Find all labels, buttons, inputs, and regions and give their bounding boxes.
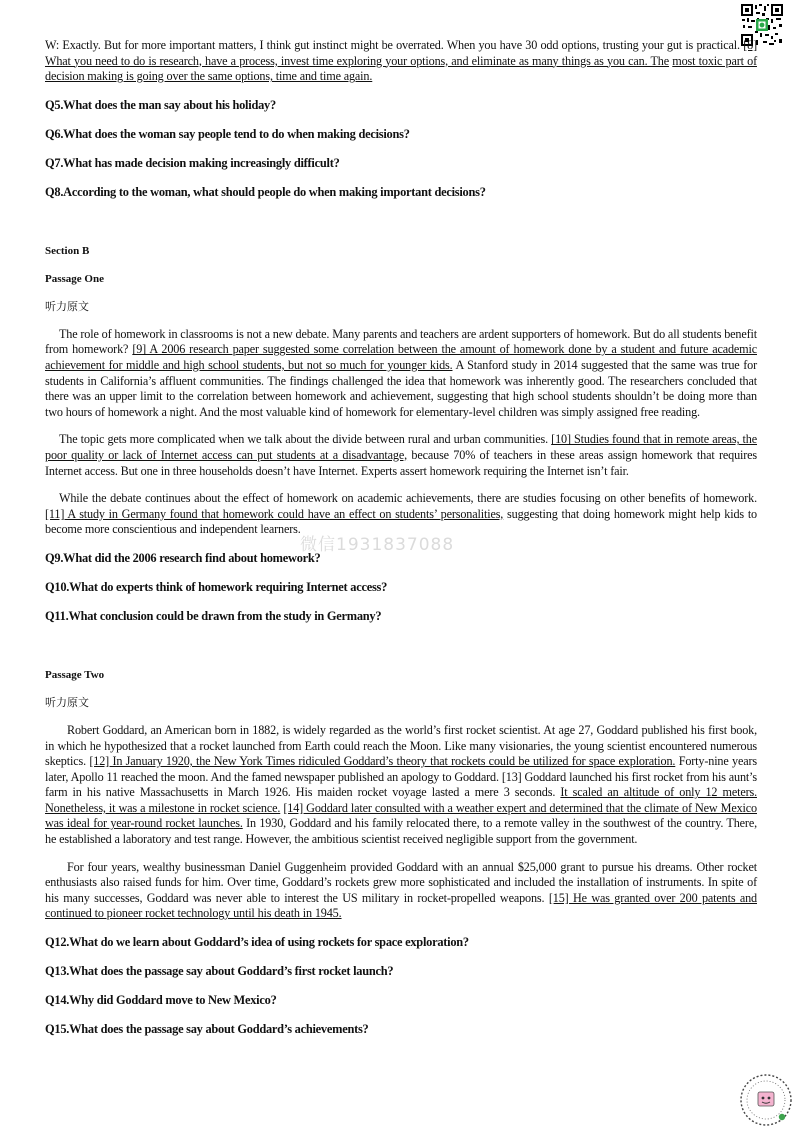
question: Q5.What does the man say about his holiday? [45,97,276,112]
paragraph: Robert Goddard, an American born in 1882, is widely regarded as the world’s first rocket scientist. At age 27, Goddard published his first book, in which he hypothesized that a rocket launched from Earth could reach the Moon. Like many visionaries, the young scientist encountered numerous skeptics. [12] In January 1920, the New York Times ridiculed Goddard’s theory that rockets could be utilized for space exploration. Forty-nine years later, Apollo 11 reached the moon. And the famed newspaper published an apology to Goddard. [13] Goddard launched his first rocket from his aunt’s farm in his native Massachusetts in March 1926. His maiden rocket voyage lasted a mere 3 seconds. It scaled an altitude of only 12 meters. Nonetheless, it was a milestone in rocket science. [14] Goddard later consulted with a weather expert and determined that the climate of New Mexico was ideal for year-round rocket launches. In 1930, Goddard and his family relocated there, to a remote valley in the southwest of the country. There, he established a laboratory and test range. However, the ambitious scientist received negligible support from the government. [45,722,757,847]
underlined-answer: [14] Goddard later consulted with a weather expert and determined that the climate of New Mexico was ideal for year-round rocket launches. [45,800,757,831]
question: Q12.What do we learn about Goddard’s idea of using rockets for space exploration? [45,935,469,950]
question: Q13.What does the passage say about Goddard’s first rocket launch? [45,964,394,979]
question: Q7.What has made decision making increasingly difficult? [45,155,340,170]
paragraph: The topic gets more complicated when we talk about the divide between rural and urban communities. [10] Studies found that in remote areas, the poor quality or lack of Internet access can put students at a disadvantage, because 70% of teachers in these areas assign homework that requires Internet access. But one in three households doesn’t have Internet. Experts assert homework requiring the Internet isn’t fair. [45,432,758,478]
underlined-answer: [15] He was granted over 200 patents and continued to pioneer rocket technology until his death in 1945. [45,890,757,921]
passage-title: Passage Two [45,668,105,681]
question: Q6.What does the woman say people tend to do when making decisions? [45,126,410,141]
document-page [45,38,757,1037]
underlined-answer: [8] What you need to do is research, have a process, invest time exploring your options, and eliminate as many things as you can. The [45,38,757,68]
dialogue-end [45,38,757,85]
watermark-text: 微信1931837088 [300,535,455,555]
question: Q14.Why did Goddard move to New Mexico? [45,993,277,1008]
question: Q11.What conclusion could be drawn from the study in Germany? [45,608,382,623]
paragraph: While the debate continues about the effect of homework on academic achievements, there are studies focusing on other benefits of homework. [11] A study in Germany found that homework could have an effect on students’ personalities, suggesting that doing homework might help kids to become more conscientious and independent learners. [45,491,757,537]
passage-title: Passage One [45,272,104,285]
question: Q9.What did the 2006 research find about homework? [45,550,321,565]
underlined-answer: [12] In January 1920, the New York Times ridiculed Goddard’s theory that rockets could be utilized for space exploration. [89,754,676,769]
script-label: 听力原文 [45,299,89,313]
dialogue-line: W: Exactly. But for more important matters, I think gut instinct might be overrated. When you have 30 odd options, trusting your gut is [45,38,694,52]
underlined-answer: [10] Studies found that in remote areas, the poor quality or lack of Internet access can put students at a disadvantage, [45,432,758,462]
section-heading: Section B [45,244,90,257]
underlined-answer: [9] A 2006 research paper suggested some correlation between the amount of homework done by a student and future academic achievement for middle and high school students, but not so much for younger kids. [45,342,757,372]
question: Q10.What do experts think of homework requiring Internet access? [45,579,388,594]
paragraph: For four years, wealthy businessman Daniel Guggenheim provided Goddard with an annual $25,000 grant to pursue his dreams. Other rocket enthusiasts also raised funds for him. Over time, Goddard’s rockets grew more sophisticated and included the installation of instruments. In spite of his many successes, Goddard was never able to interest the US military in rocket-propelled weapons. [15] He was granted over 200 patents and continued to pioneer rocket technology until his death in 1945. [45,859,757,921]
question: Q8.According to the woman, what should people do when making important decisions? [45,184,486,199]
question: Q15.What does the passage say about Goddard’s achievements? [45,1022,369,1037]
stamp-seal-icon [738,1072,794,1128]
underlined-answer: It scaled an altitude of only 12 meters. Nonetheless, it was a milestone in rocket science. [45,785,757,815]
paragraph: The role of homework in classrooms is not a new debate. Many parents and teachers are ardent supporters of homework. But do all students benefit from homework? [9] A 2006 research paper suggested some correlation between the amount of homework done by a student and future academic achievement for middle and high school students, but not so much for younger kids. A Stanford study in 2014 suggested that the same was true for students in California’s affluent communities. The findings challenged the idea that homework was inherently good. The researchers concluded that there was an upper limit to the correlation between homework and achievement, suggesting that high school students shouldn’t be doing more than two hours of homework a night. And the most valuable kind of homework for elementary-level children was simply assigned free reading. [45,326,757,419]
script-label: 听力原文 [45,695,89,709]
underlined-answer: most toxic part of decision making is going over the same options, time and time again. [45,53,757,84]
dialogue-line: practical. [696,38,740,52]
underlined-answer: [11] A study in Germany found that homework could have an effect on students’ personalities, [45,506,504,521]
